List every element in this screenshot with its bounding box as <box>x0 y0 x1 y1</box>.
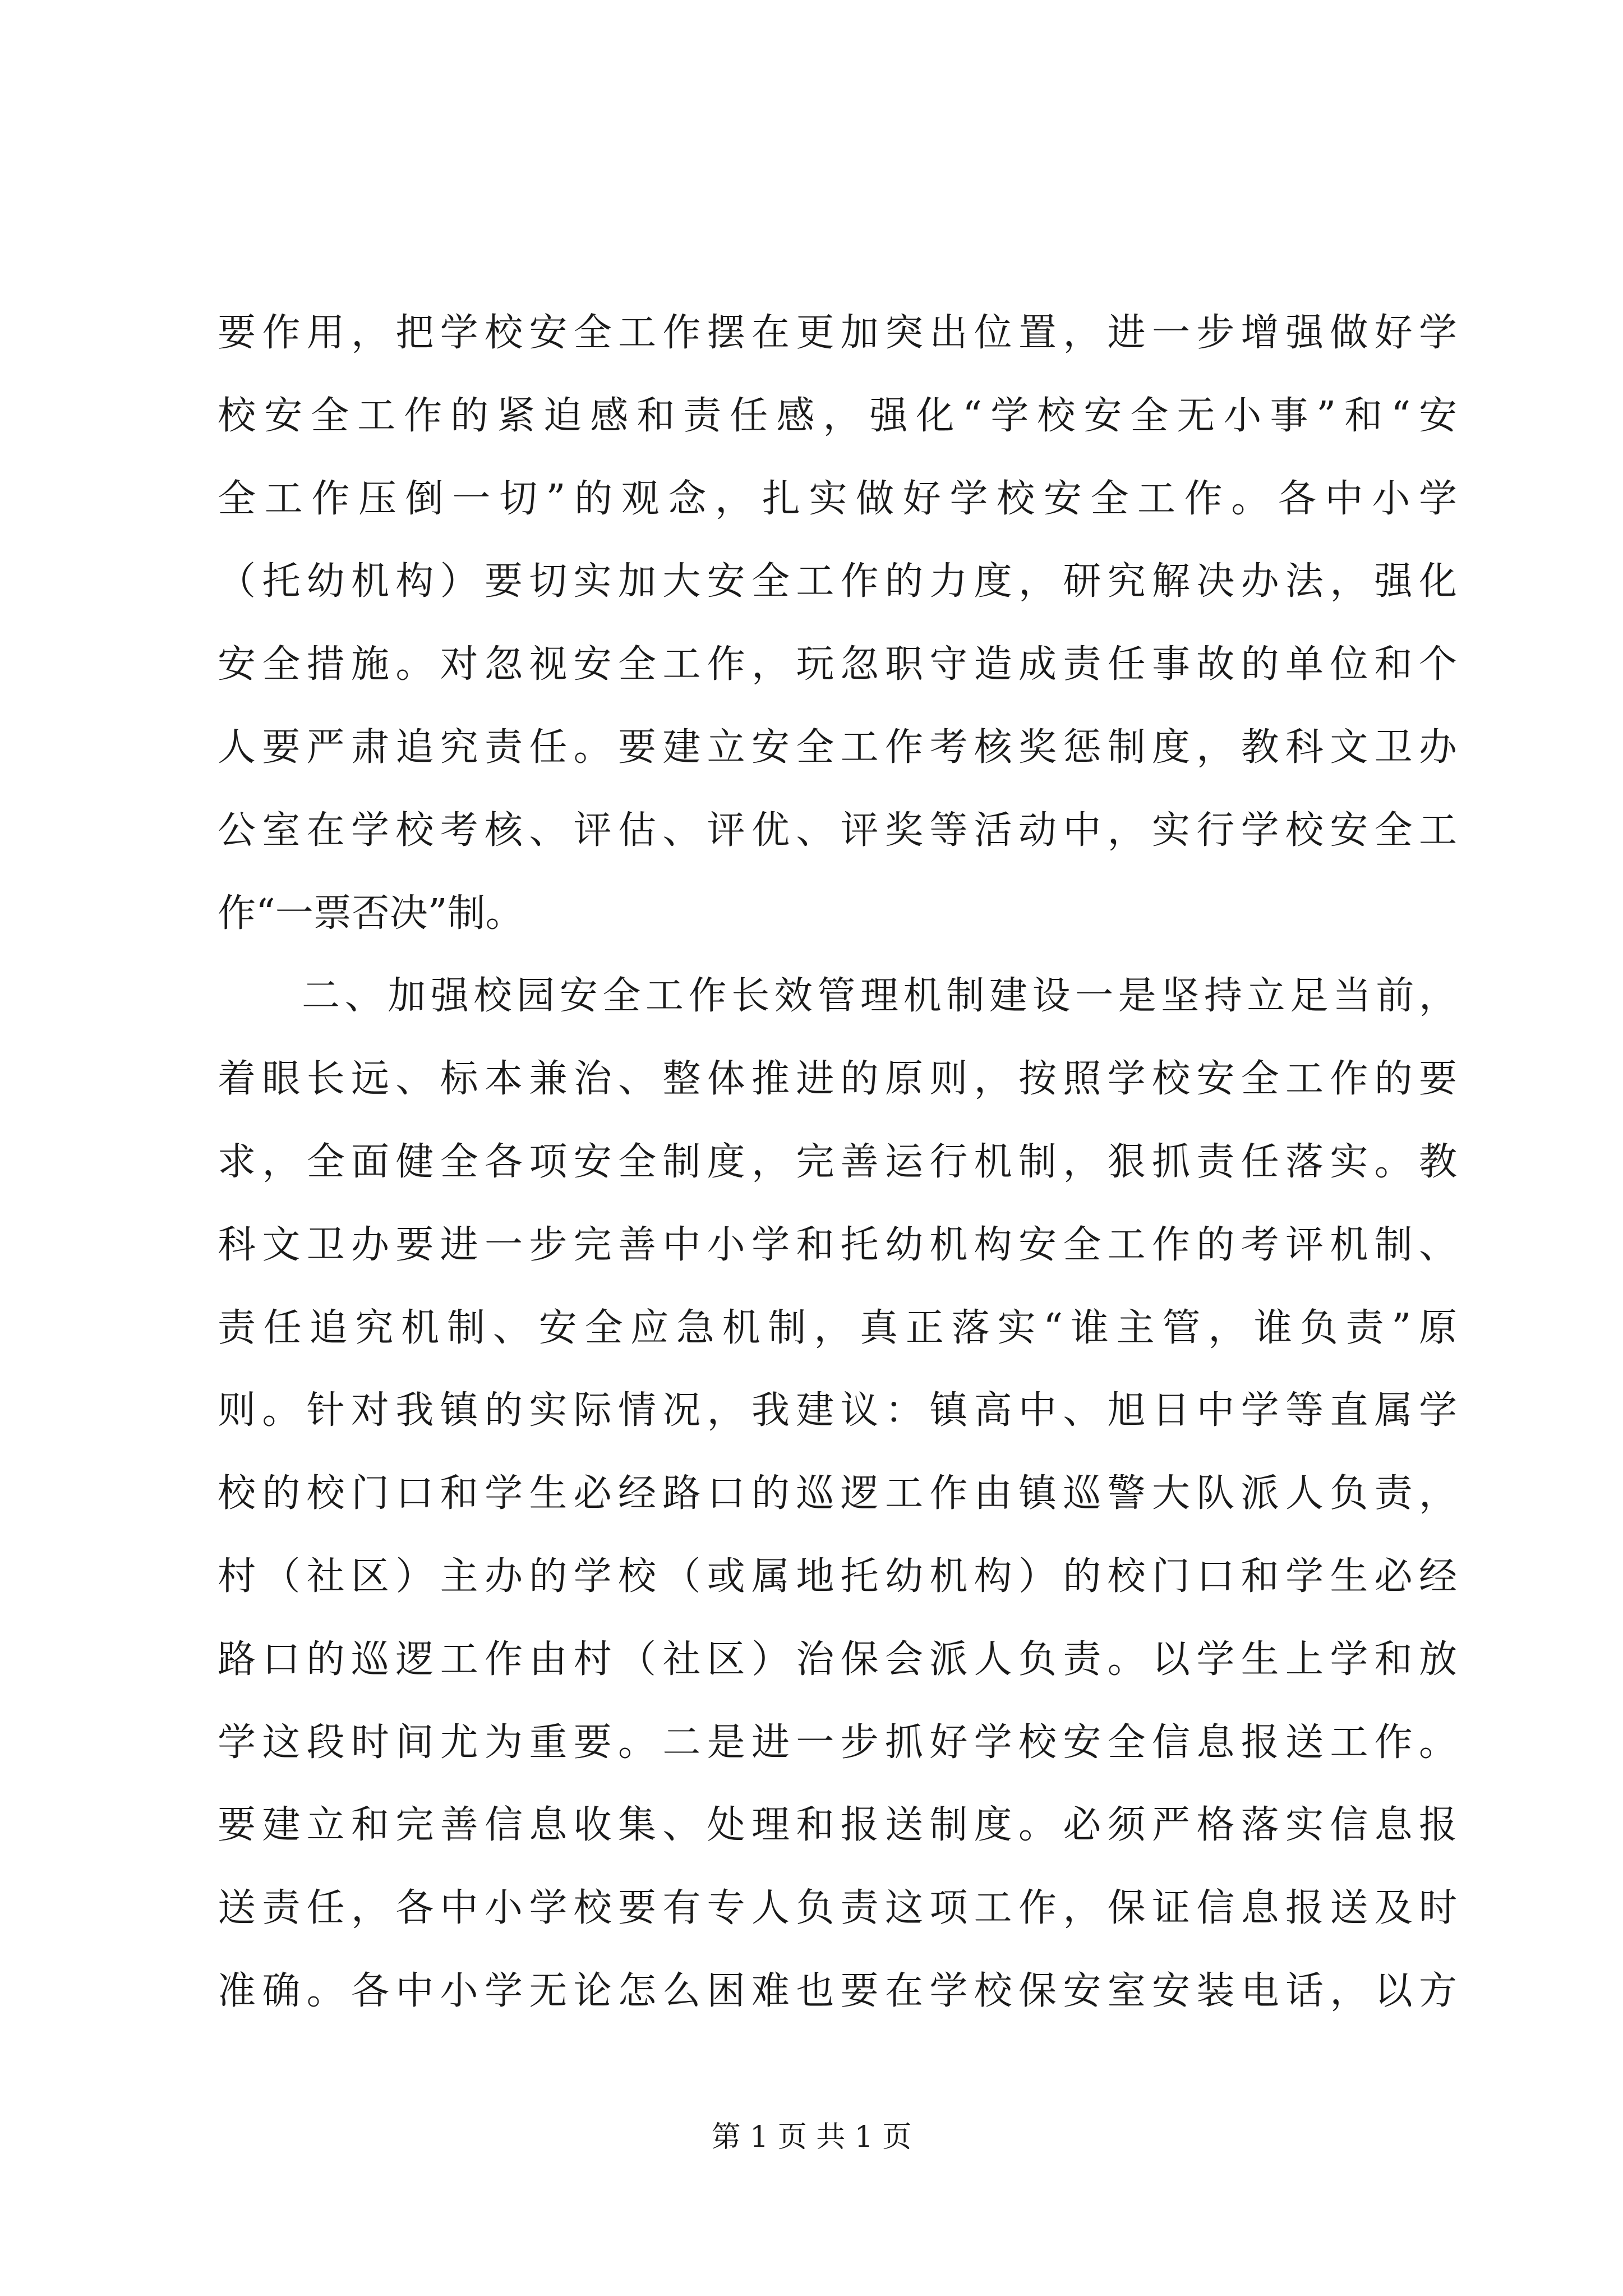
paragraph-1-line-3: 全工作压倒一切”的观念，扎实做好学校安全工作。各中小学 <box>218 476 1457 521</box>
paragraph-2-line-12: 送责任，各中小学校要有专人负责这项工作，保证信息报送及时 <box>218 1886 1457 1931</box>
body-text <box>218 292 1457 2033</box>
paragraph-1-line-7: 公室在学校考核、评估、评优、评奖等活动中，实行学校安全工 <box>218 808 1457 853</box>
paragraph-2-line-5: 责任追究机制、安全应急机制，真正落实“谁主管，谁负责”原 <box>218 1305 1457 1350</box>
paragraph-2-line-6: 则。针对我镇的实际情况，我建议：镇高中、旭日中学等直属学 <box>218 1388 1457 1433</box>
paragraph-2-line-4: 科文卫办要进一步完善中小学和托幼机构安全工作的考评机制、 <box>218 1222 1457 1267</box>
paragraph-1-line-4: （托幼机构）要切实加大安全工作的力度，研究解决办法，强化 <box>218 559 1457 604</box>
paragraph-1-line-6: 人要严肃追究责任。要建立安全工作考核奖惩制度，教科文卫办 <box>218 725 1457 770</box>
paragraph-2-line-10: 学这段时间尤为重要。二是进一步抓好学校安全信息报送工作。 <box>218 1720 1457 1765</box>
paragraph-2-line-9: 路口的巡逻工作由村（社区）治保会派人负责。以学生上学和放 <box>218 1637 1457 1682</box>
paragraph-2-line-8: 村（社区）主办的学校（或属地托幼机构）的校门口和学生必经 <box>218 1554 1457 1599</box>
paragraph-1-line-1: 要作用，把学校安全工作摆在更加突出位置，进一步增强做好学 <box>218 311 1457 355</box>
paragraph-2-line-2: 着眼长远、标本兼治、整体推进的原则，按照学校安全工作的要 <box>218 1057 1457 1102</box>
paragraph-1-line-8: 作“一票否决”制。 <box>218 891 524 936</box>
paragraph-1-line-5: 安全措施。对忽视安全工作，玩忽职守造成责任事故的单位和个 <box>218 642 1457 687</box>
page-footer <box>0 2118 1623 2157</box>
paragraph-2-line-1: 二、加强校园安全工作长效管理机制建设一是坚持立足当前， <box>302 974 1457 1019</box>
paragraph-2-line-7: 校的校门口和学生必经路口的巡逻工作由镇巡警大队派人负责， <box>218 1471 1457 1516</box>
paragraph-1-line-2: 校安全工作的紧迫感和责任感，强化“学校安全无小事”和“安 <box>218 393 1457 438</box>
paragraph-2-line-3: 求，全面健全各项安全制度，完善运行机制，狠抓责任落实。教 <box>218 1139 1457 1184</box>
paragraph-2-line-11: 要建立和完善信息收集、处理和报送制度。必须严格落实信息报 <box>218 1803 1457 1848</box>
page-number-label: 第 1 页 共 1 页 <box>711 2120 912 2154</box>
paragraph-2-line-13: 准确。各中小学无论怎么困难也要在学校保安室安装电话，以方 <box>218 1968 1457 2013</box>
